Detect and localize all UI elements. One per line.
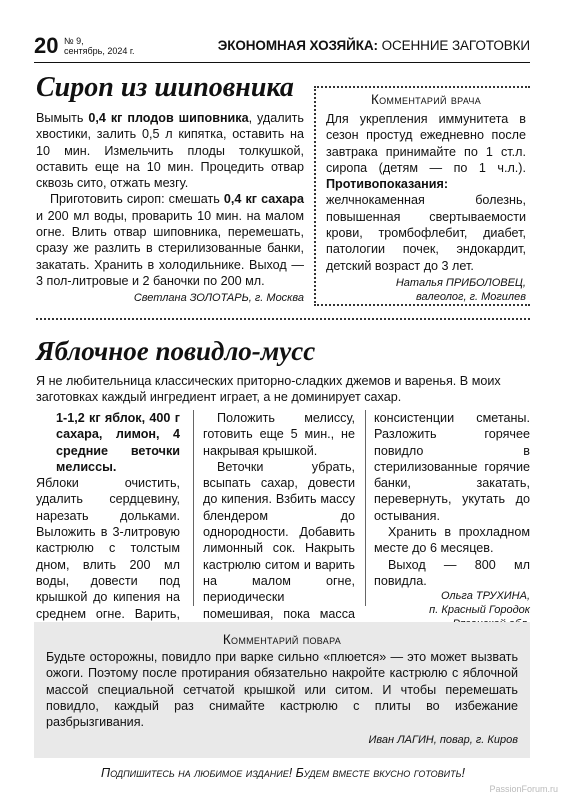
section-divider <box>36 318 530 320</box>
recipe2-column-3 <box>374 410 530 631</box>
column-rule <box>193 410 194 606</box>
recipe2-step: Положить мелиссу, готовить еще 5 мин., не накрывая крышкой. <box>203 411 355 458</box>
cook-author: Иван ЛАГИН, повар, г. Киров <box>368 734 518 747</box>
recipe2-column-2 <box>203 410 355 638</box>
recipe1-paragraph <box>36 110 304 191</box>
doctor-name: Наталья ПРИБОЛОВЕЦ, <box>395 276 526 289</box>
issue-number: № 9, <box>64 36 84 46</box>
recipe2-column-1 <box>36 410 180 654</box>
footer-slogan: Подпишитесь на любимое издание! Будем вместе вкусно готовить! <box>101 766 465 780</box>
recipe2-step: Хранить в прохладном месте до 6 месяцев. <box>374 525 530 556</box>
text-span: и 200 мл воды, проварить 10 мин. на малом огне. Влить отвар шиповника, перемешать, сразу же разлить в стерилизованные банки, закатать. Хранить в холодильнике. Выход — 3 пол-литровые и 2 баночки по 200 мл. <box>36 208 304 288</box>
issue-date: сентябрь, 2024 г. <box>64 46 135 56</box>
recipe1-author: Светлана ЗОЛОТАРЬ, г. Москва <box>133 292 304 305</box>
text-span: , удалить хвостики, залить 0,5 л кипятка, оставить на 10 мин. Измельчить плоды толкушкой, оставить еще на 10 мин. Процедить отвар сквозь сито, отжать мезгу. <box>36 111 304 191</box>
recipe2-author-place: п. Красный Городок <box>429 604 530 617</box>
cook-comment-box <box>34 622 530 758</box>
text-span: Вымыть <box>36 111 89 125</box>
magazine-name: ЭКОНОМНАЯ ХОЗЯЙКА: <box>217 38 378 53</box>
recipe1-title: Сироп из шиповника <box>36 72 294 103</box>
recipe2-author-name: Ольга ТРУХИНА, <box>440 590 530 603</box>
recipe2-ingredients: 1-1,2 кг яблок, 400 г сахара, лимон, 4 средние веточки мелиссы. <box>56 411 180 474</box>
recipe2-step: консистенции сметаны. Разложить горячее повидло в стерилизованные горячие банки, закатать, перевернуть, укутать до остывания. <box>374 411 530 523</box>
text-span: желчнокаменная болезнь, повышенная свертываемости крови, тромбофлебит, диабет, патологии почек, эндокардит, детский возраст до 3 лет. <box>326 193 526 273</box>
page-number: 20 <box>34 33 59 58</box>
cook-comment-heading: Комментарий повара <box>222 632 342 647</box>
recipe2-title: Яблочное повидло-мусс <box>36 336 316 366</box>
page-header <box>34 34 530 63</box>
text-span: Приготовить сироп: смешать <box>50 192 224 207</box>
recipe1-paragraph <box>36 191 304 289</box>
recipe2-step: Веточки убрать, всыпать сахар, довести до кипения. Взбить массу блендером до однородности. Добавить лимонный сок. Накрыть кастрюлю ситом и варить на малом огне, периодически помешивая, пока масса <box>203 459 355 621</box>
recipe2-intro: Я не любительница классических приторно-сладких джемов и варенья. В моих заготовках каждый ингредиент играет, а не доминирует сахар. <box>36 374 501 404</box>
watermark: PassionForum.ru <box>489 784 558 794</box>
doctor-comment-text <box>326 111 526 274</box>
doctor-comment-heading: Комментарий врача <box>370 92 482 107</box>
issue-info <box>64 36 135 56</box>
doctor-author <box>326 276 526 304</box>
recipe2-yield: Выход — 800 мл повидла. <box>374 557 530 588</box>
ingredient-highlight: 0,4 кг сахара <box>223 192 305 207</box>
column-rule <box>365 410 366 606</box>
recipe1-body <box>36 110 304 305</box>
recipe2-step: Яблоки очистить, удалить сердцевину, нарезать дольками. Выложить в 3-литровую кастрюлю с толстым дном, влить 200 мл воды, довести под крышкой до кипения на среднем огне. Варить, <box>36 476 180 621</box>
doctor-role: валеолог, г. Могилев <box>416 290 526 303</box>
contraindications-label: Противопоказания: <box>326 177 449 192</box>
doctor-comment-box <box>314 86 530 306</box>
text-span: Для укрепления иммунитета в сезон простуд ежедневно после завтрака принимайте по 1 ст.л. сиропа (детям — по 1 ч.л.). <box>326 112 526 175</box>
magazine-title <box>218 38 530 53</box>
section-name: ОСЕННИЕ ЗАГОТОВКИ <box>381 38 530 53</box>
cook-comment-text: Будьте осторожны, повидло при варке сильно «плюется» — это может вызвать ожоги. Поэтому после протирания обязательно накройте кастрюлю с яблочной массой специальной сетчатой крышкой или ситом. И чтобы перемешать повидло, каждый раз снимайте кастрюлю с плиты во избежание разбрызгивания. <box>46 650 518 730</box>
ingredient-highlight: 0,4 кг плодов шиповника <box>88 111 249 125</box>
